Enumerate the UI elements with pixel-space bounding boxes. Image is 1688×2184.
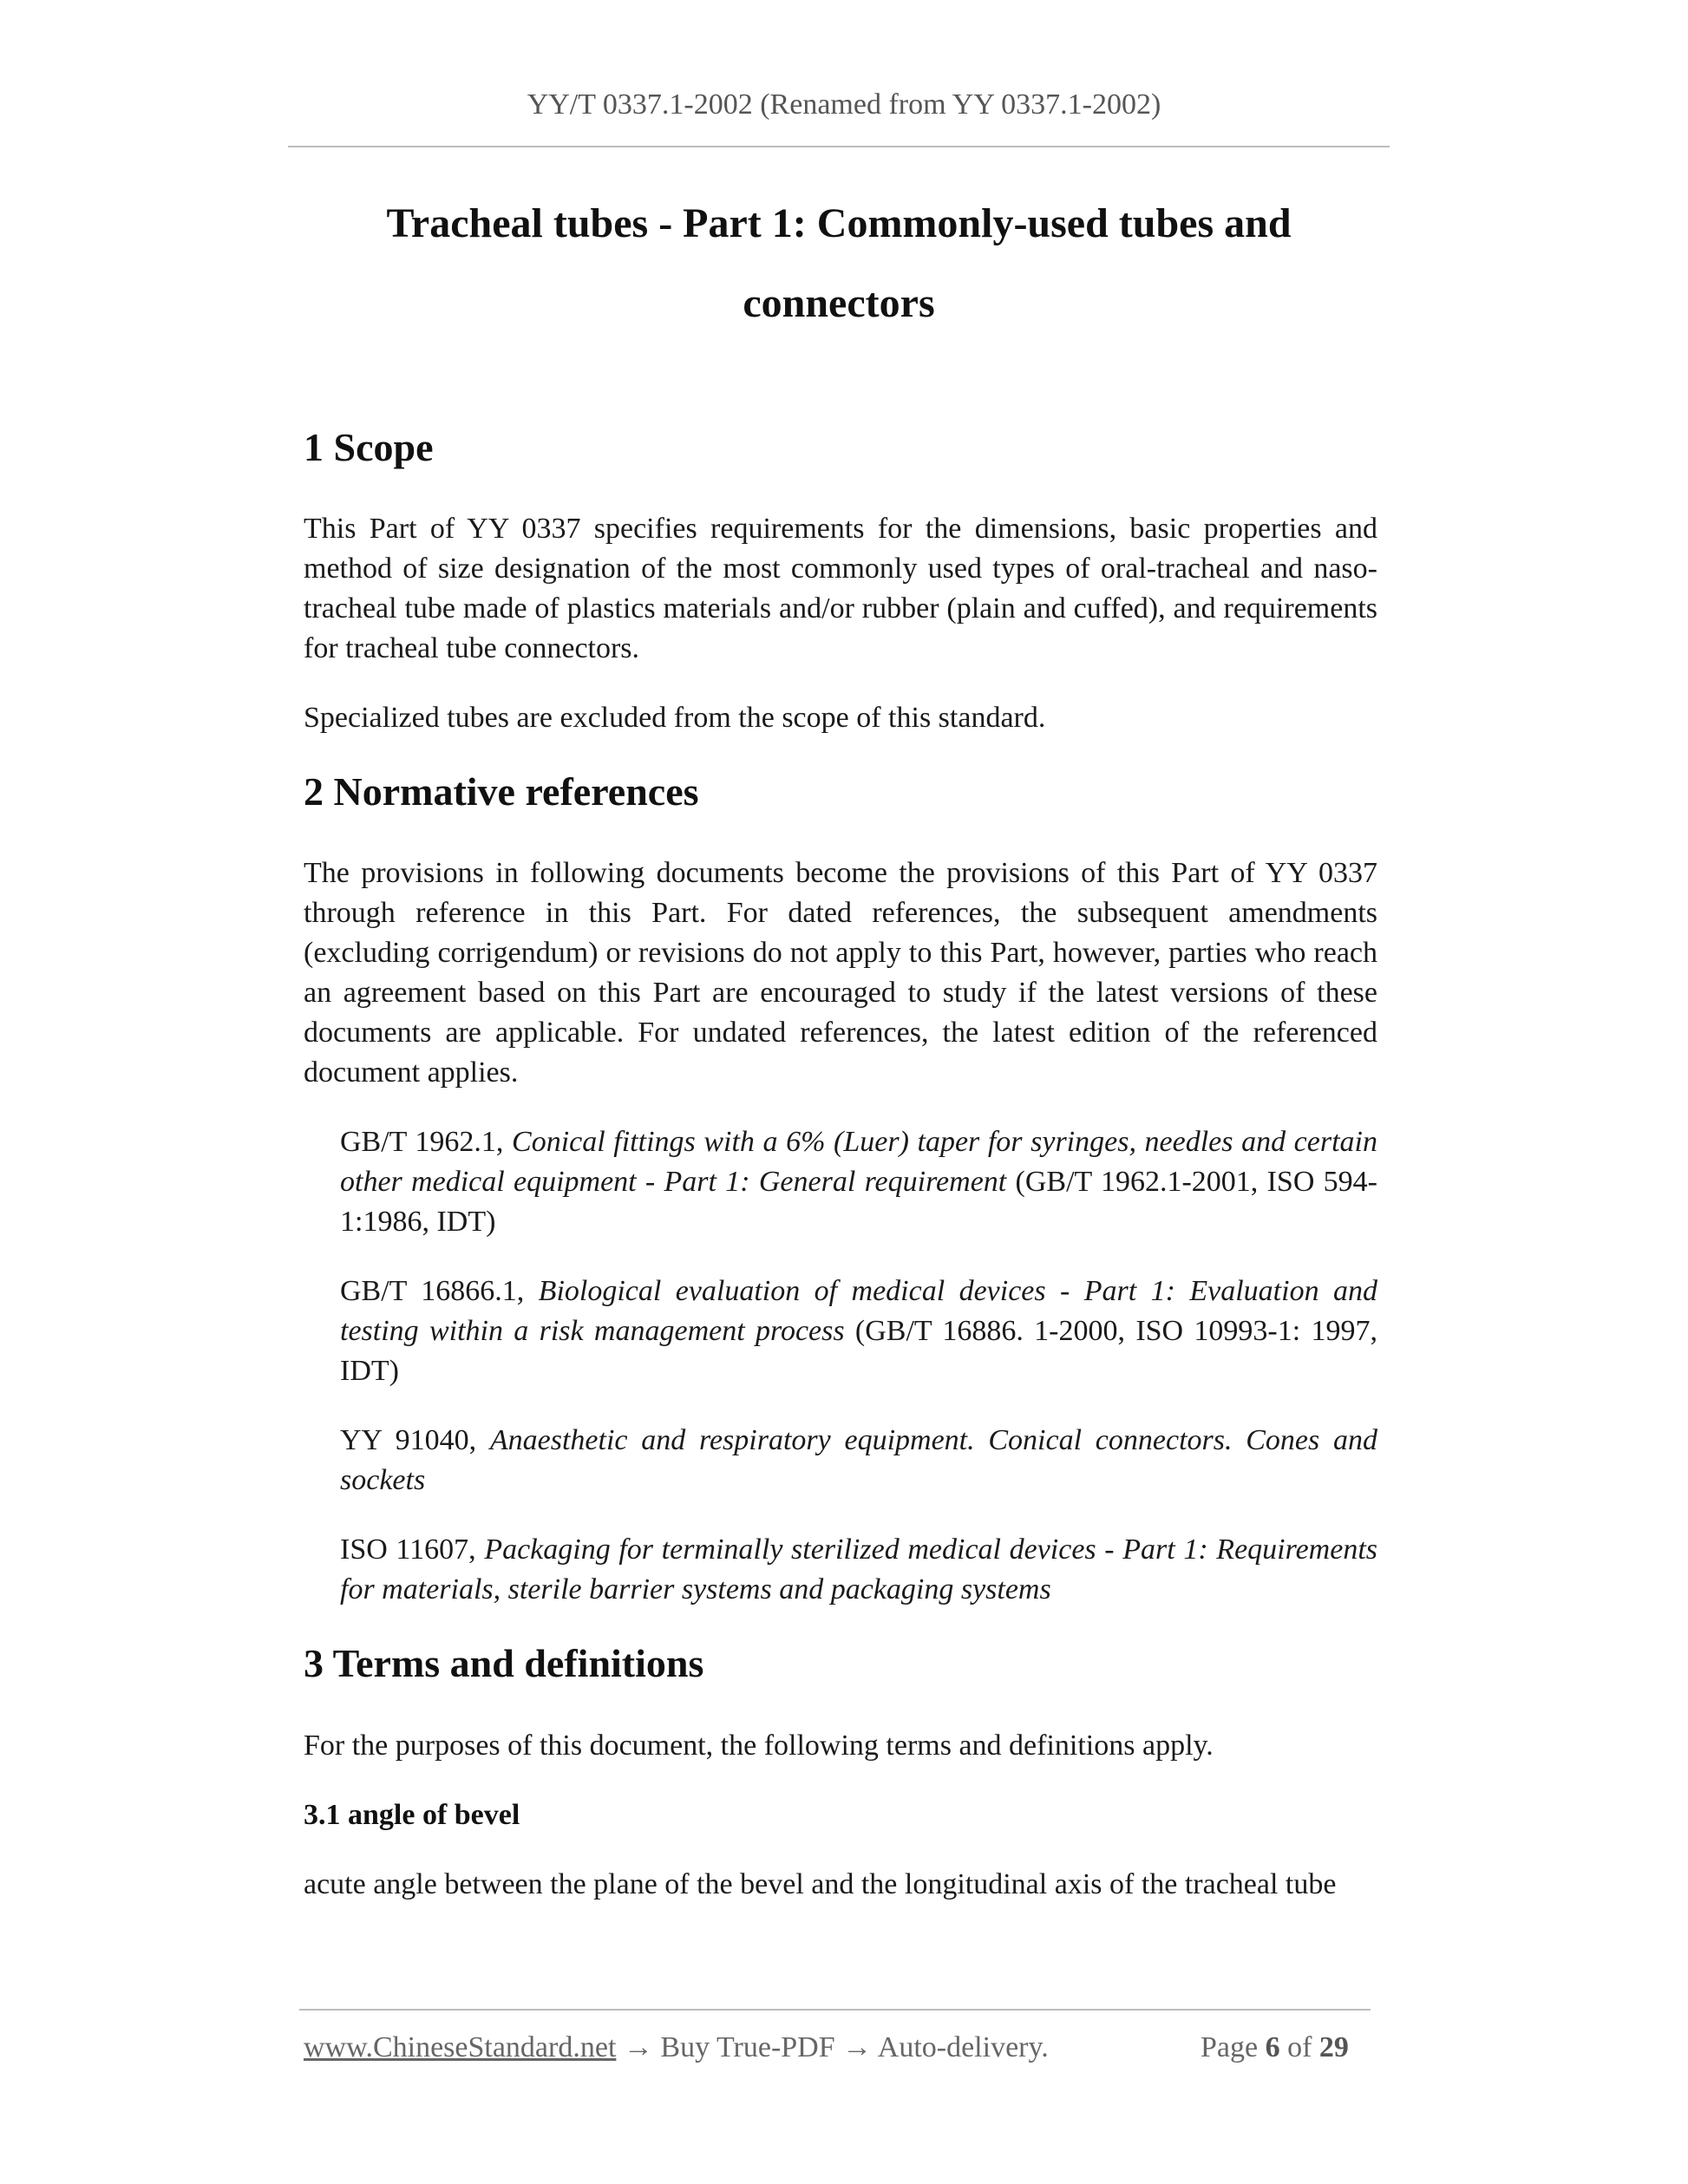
page-label: Page — [1201, 2031, 1266, 2063]
terms-definitions-heading: 3 Terms and definitions — [304, 1641, 704, 1686]
reference-title: Conical fittings with a 6% (Luer) taper for syringes, needles and certain other medical equipment - Part 1: General requirement — [340, 1126, 1377, 1199]
footer-divider — [299, 2009, 1371, 2011]
scope-heading: 1 Scope — [304, 425, 434, 469]
reference-code: YY 91040, — [340, 1424, 490, 1457]
document-title-line-1: Tracheal tubes - Part 1: Commonly-used tubes and — [386, 200, 1292, 246]
reference-title: Packaging for terminally sterilized medical devices - Part 1: Requirements for materials, sterile barrier systems and packaging systems — [340, 1533, 1378, 1606]
reference-item — [340, 1122, 1377, 1242]
website-link[interactable]: www.ChineseStandard.net — [304, 2031, 617, 2063]
scope-paragraph-1: This Part of YY 0337 specifies requirements for the dimensions, basic properties and method of size designation of the most commonly used types of oral-tracheal and naso-tracheal tube made of plastics materials and/or rubber (plain and cuffed), and requirements for tracheal tube connectors. — [304, 513, 1377, 665]
document-title-line-2: connectors — [743, 280, 935, 326]
document-title — [288, 184, 1390, 343]
normative-references-heading: 2 Normative references — [304, 769, 699, 814]
term-definition: acute angle between the plane of the bevel and the longitudinal axis of the tracheal tube — [304, 1867, 1337, 1900]
total-pages: 29 — [1318, 2031, 1349, 2063]
term-heading: 3.1 angle of bevel — [304, 1798, 520, 1831]
reference-item — [340, 1530, 1377, 1610]
reference-item — [340, 1421, 1377, 1501]
page-number: 6 — [1265, 2031, 1280, 2063]
document-body — [304, 408, 1377, 1934]
reference-suffix: (GB/T 16886. 1-2000, ISO 10993-1: 1997, IDT) — [340, 1315, 1377, 1388]
of-label: of — [1279, 2031, 1319, 2063]
footer-tagline: → Buy True-PDF → Auto-delivery. — [616, 2031, 1049, 2063]
reference-title: Anaesthetic and respiratory equipment. Conical connectors. Cones and sockets — [340, 1424, 1377, 1497]
reference-code: GB/T 1962.1, — [340, 1126, 513, 1159]
running-header: YY/T 0337.1-2002 (Renamed from YY 0337.1-2002) — [527, 88, 1161, 121]
scope-paragraph-2: Specialized tubes are excluded from the scope of this standard. — [304, 702, 1046, 735]
normative-references-intro: The provisions in following documents become the provisions of this Part of YY 0337 through reference in this Part. For dated references, the subsequent amendments (excluding corrigendum) or revisions do not apply to this Part, however, parties who reach an agreement based on this Part are encouraged to study if the latest versions of these documents are applicable. For undated references, the latest edition of the referenced document applies. — [304, 857, 1377, 1089]
header-divider — [288, 146, 1390, 147]
terms-definitions-intro: For the purposes of this document, the following terms and definitions apply. — [304, 1729, 1214, 1762]
footer-left — [304, 2031, 1049, 2064]
reference-title: Biological evaluation of medical devices - Part 1: Evaluation and testing within a risk management process — [340, 1275, 1377, 1348]
reference-item — [340, 1272, 1377, 1391]
reference-code: GB/T 16866.1, — [340, 1275, 539, 1308]
reference-suffix: (GB/T 1962.1-2001, ISO 594-1:1986, IDT) — [340, 1166, 1378, 1239]
page-indicator — [1201, 2031, 1349, 2064]
reference-code: ISO 11607, — [340, 1533, 485, 1566]
